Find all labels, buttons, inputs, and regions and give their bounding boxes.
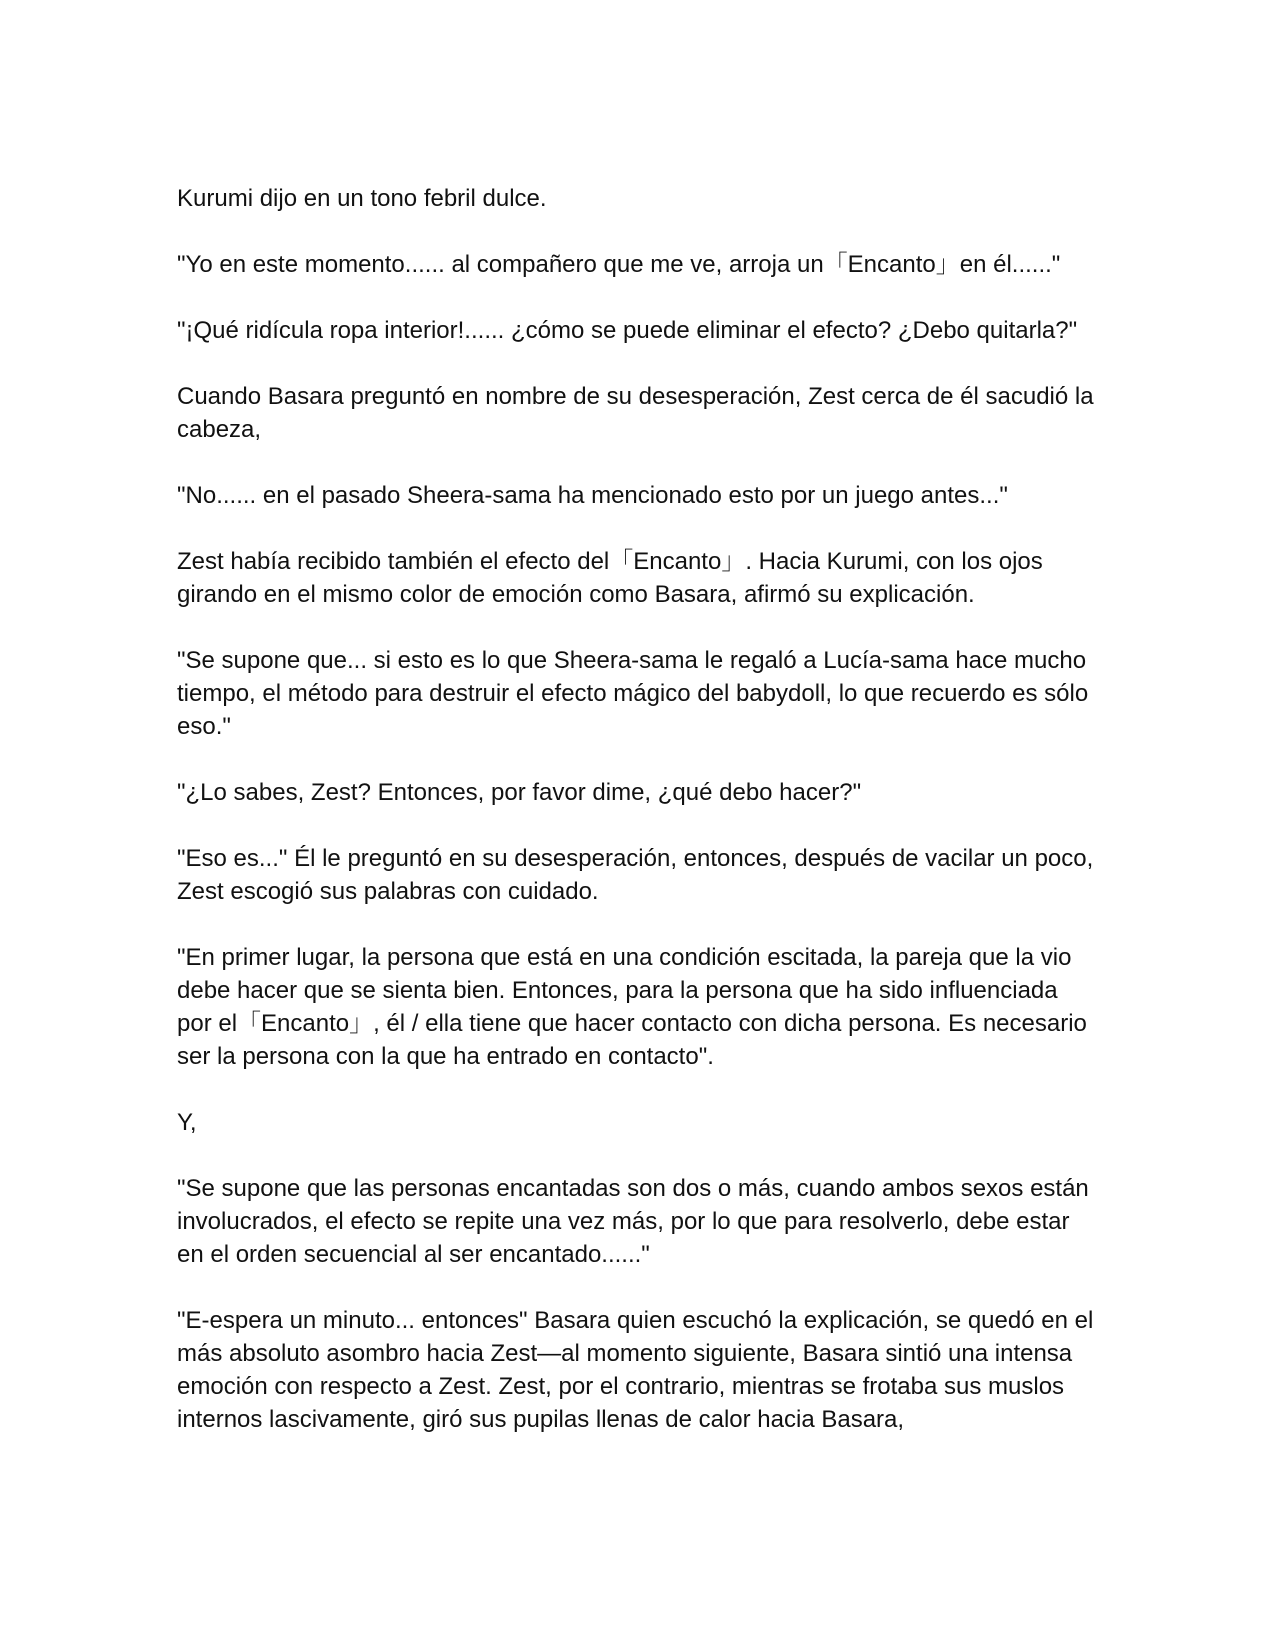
paragraph-5: "No...... en el pasado Sheera-sama ha mencionado esto por un juego antes..." [177, 482, 1008, 509]
paragraph-12: "Se supone que las personas encantadas son dos o más, cuando ambos sexos están involucrados, el efecto se repite una vez más, por lo que para resolverlo, debe estar en el orden secuencial al ser encantado......" [177, 1175, 1089, 1268]
paragraph-7: "Se supone que... si esto es lo que Sheera-sama le regaló a Lucía-sama hace mucho tiempo, el método para destruir el efecto mágico del babydoll, lo que recuerdo es sólo eso." [177, 647, 1089, 740]
paragraph-2: "Yo en este momento...... al compañero que me ve, arroja un「Encanto」en él......" [177, 251, 1061, 278]
paragraph-1: Kurumi dijo en un tono febril dulce. [177, 185, 547, 212]
paragraph-11: Y, [177, 1109, 197, 1136]
paragraph-13: "E-espera un minuto... entonces" Basara quien escuchó la explicación, se quedó en el más absoluto asombro hacia Zest—al momento siguiente, Basara sintió una intensa emoción con respecto a Zest. Zest, por el contrario, mientras se frotaba sus muslos internos lascivamente, giró sus pupilas llenas de calor hacia Basara, [177, 1307, 1094, 1433]
paragraph-4: Cuando Basara preguntó en nombre de su desesperación, Zest cerca de él sacudió la cabeza, [177, 383, 1094, 443]
paragraph-10: "En primer lugar, la persona que está en una condición escitada, la pareja que la vio debe hacer que se sienta bien. Entonces, para la persona que ha sido influenciada por el「Encanto」, él / ella tiene que hacer contacto con dicha persona. Es necesario ser la persona con la que ha entrado en contacto". [177, 944, 1087, 1070]
paragraph-6: Zest había recibido también el efecto del「Encanto」. Hacia Kurumi, con los ojos girando en el mismo color de emoción como Basara, afirmó su explicación. [177, 548, 1043, 608]
paragraph-8: "¿Lo sabes, Zest? Entonces, por favor dime, ¿qué debo hacer?" [177, 779, 862, 806]
paragraph-9: "Eso es..." Él le preguntó en su desesperación, entonces, después de vacilar un poco, Zest escogió sus palabras con cuidado. [177, 845, 1094, 905]
paragraph-3: "¡Qué ridícula ropa interior!...... ¿cómo se puede eliminar el efecto? ¿Debo quitarla?" [177, 317, 1078, 344]
document-page [177, 182, 1097, 1469]
